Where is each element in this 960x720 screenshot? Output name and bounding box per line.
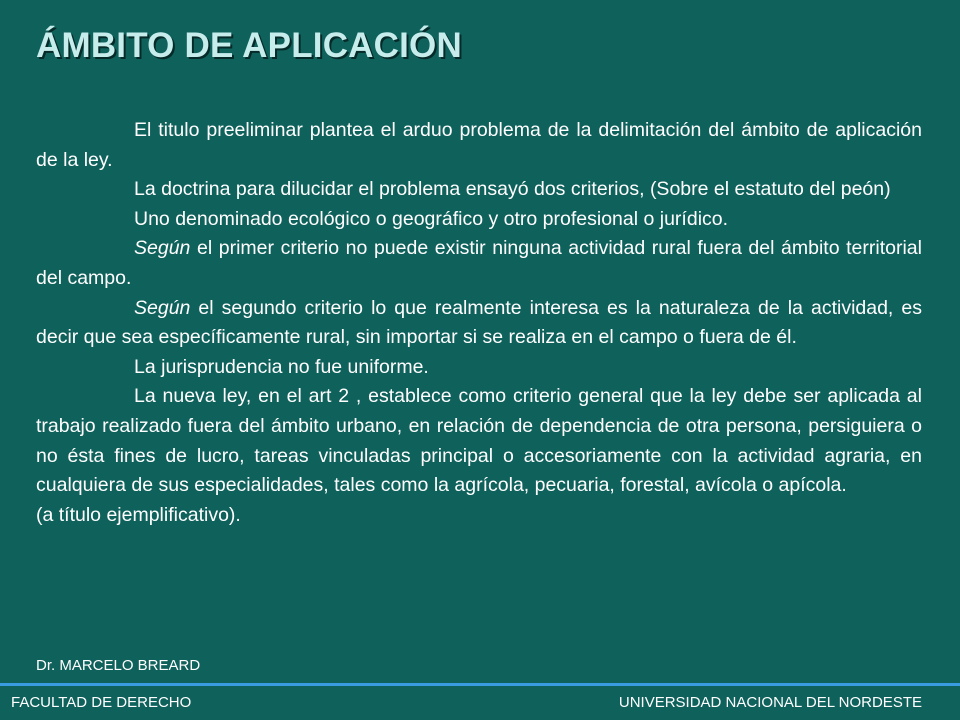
paragraph-text: La doctrina para dilucidar el problema ensayó dos criterios, (Sobre el estatuto del peón) (134, 178, 891, 201)
paragraph-text: La jurisprudencia no fue uniforme. (134, 355, 429, 378)
paragraph-primer-criterio (36, 234, 922, 293)
paragraph-criterios (36, 205, 922, 235)
paragraph-text: el segundo criterio lo que realmente interesa es la naturaleza de la actividad, es decir que sea específicamente rural, sin importar si se realiza en el campo o fuera de él. (36, 296, 922, 349)
paragraph-lead: Según (134, 237, 191, 260)
paragraph-doctrina (36, 175, 922, 205)
footer-divider (0, 683, 960, 686)
slide-body (36, 116, 922, 530)
paragraph-jurisprudencia (36, 353, 922, 383)
paragraph-lead: Según (134, 296, 191, 319)
paragraph-delimitacion (36, 116, 922, 175)
paragraph-text: Uno denominado ecológico o geográfico y otro profesional o jurídico. (134, 207, 729, 230)
paragraph-text: El titulo preeliminar plantea el arduo problema de la delimitación del ámbito de aplicación de la ley. (36, 119, 922, 171)
paragraph-segundo-criterio (36, 294, 922, 353)
footer-author: Dr. MARCELO BREARD (36, 657, 201, 674)
paragraph-nueva-ley (36, 382, 922, 500)
paragraph-ejemplificativo (36, 501, 922, 531)
slide-title: ÁMBITO DE APLICACIÓN (36, 26, 462, 65)
paragraph-text: el primer criterio no puede existir ninguna actividad rural fuera del ámbito territorial del campo. (36, 237, 922, 289)
footer-faculty: FACULTAD DE DERECHO (11, 694, 192, 711)
paragraph-text: La nueva ley, en el art 2 , establece como criterio general que la ley debe ser aplicada al trabajo realizado fuera del ámbito urbano, en relación de dependencia de otra persona, persiguiera o no ésta fines de lucro, tareas vinculadas principal o accesoriamente con la actividad agraria, en cualquiera de sus especialidades, tales como la agrícola, pecuaria, forestal, avícola o apícola. (36, 385, 922, 497)
footer-university: UNIVERSIDAD NACIONAL DEL NORDESTE (618, 694, 922, 711)
paragraph-text: (a título ejemplificativo). (36, 503, 241, 526)
